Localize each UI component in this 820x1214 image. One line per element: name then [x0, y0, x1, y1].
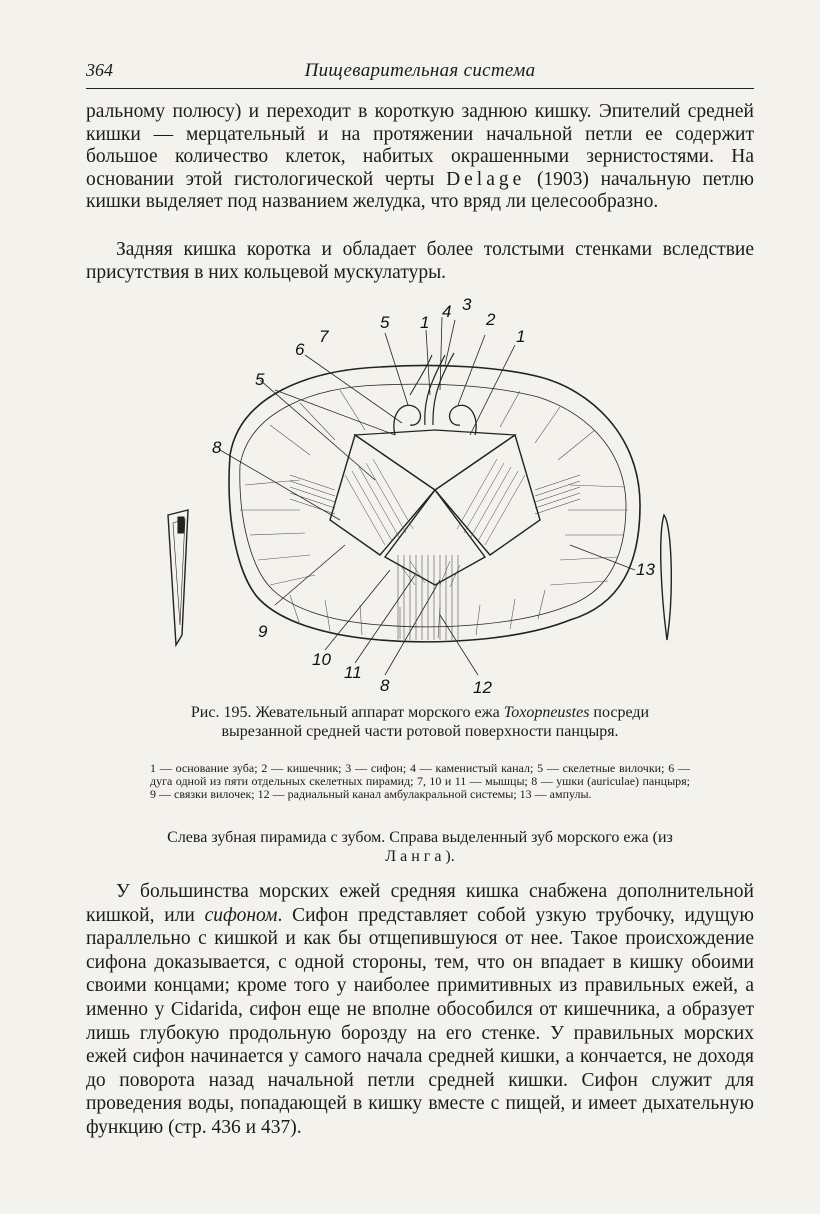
author-name: Delage	[446, 168, 526, 190]
figure-urchin-jaw-apparatus	[140, 295, 700, 700]
paragraph-3	[86, 880, 754, 1140]
label-7: 7	[319, 327, 329, 346]
paragraph-3-text-a: У большинства морских ежей средняя кишка снабжена дополнительной кишкой, или	[86, 881, 754, 926]
figure-illustration	[168, 317, 671, 675]
figure-legend: 1 — основание зуба; 2 — кишечник; 3 — сифон; 4 — каменистый канал; 5 — скелетные вилочки; 6 — дуга одной из пяти отдельных скелетных пирамид; 7, 10 и 11 — мышцы; 8 — ушки (auriculae) панцыря; 9 — связки вилочек; 12 — радиальный канал амбулакральной системы; 13 — ампулы.	[150, 761, 690, 801]
figure-labels	[212, 295, 655, 697]
label-5-left: 5	[255, 370, 265, 389]
label-5-top: 5	[380, 313, 390, 332]
figure-caption-title	[150, 703, 690, 741]
caption-species: Toxopneustes	[503, 704, 590, 721]
running-title: Пищеварительная система	[304, 60, 536, 81]
paragraph-3-text-b: . Сифон представляет собой узкую трубочку, идущую параллельно с кишкой и как бы отщепившуюся от нее. Такое происхождение сифона доказывается, с одной стороны, тем, что он впадает в кишку обоими своими концами; кроме того у наиболее примитивных из правильных ежей, а именно у Cidarida, сифон еще не вполне обособился от кишечника, а образует лишь глубокую продольную борозду на его стенке. У правильных морских ежей сифон начинается у самого начала средней кишки, а кончается, не доходя до поворота назад начальной петли средней кишки. Сифон служит для проведения воды, попадающей в кишку вместе с пищей, и имеет дыхательную функцию (стр. 436 и 437).	[86, 904, 754, 1138]
page-header	[86, 58, 754, 89]
caption-title-a: Рис. 195. Жевательный аппарат морского ежа	[190, 704, 504, 721]
figure-note	[150, 828, 690, 866]
page-number: 364	[86, 60, 113, 80]
label-11: 11	[344, 663, 362, 682]
label-12: 12	[473, 678, 492, 697]
caption-title-b: посреди вырезанной средней части ротовой поверхности панцыря.	[221, 704, 650, 740]
label-8-bottom: 8	[380, 676, 390, 695]
paragraph-1	[86, 101, 754, 214]
label-3: 3	[462, 295, 472, 314]
paragraph-2: Задняя кишка коротка и обладает более толстыми стенками вследствие присутствия в них кольцевой мускулатуры.	[86, 239, 754, 283]
label-1-top: 1	[420, 313, 430, 332]
label-1-right: 1	[516, 327, 526, 346]
label-10: 10	[312, 650, 331, 669]
label-6: 6	[295, 340, 305, 359]
caption-note-a: Слева зубная пирамида с зубом. Справа выделенный зуб морского ежа (из	[167, 829, 673, 846]
paragraph-3-term: сифоном	[204, 904, 278, 926]
caption-note-author: Ланга	[385, 848, 446, 865]
label-13: 13	[636, 560, 655, 579]
paragraph-1-text-a: ральному полюсу) и переходит в короткую заднюю кишку. Эпителий средней кишки — мерцательный и на протяжении начальной петли ее содержит большое количество клеток, набитых окрашенными зернистостями. На основании этой гистологической черты	[86, 101, 754, 190]
label-8-top: 8	[212, 438, 222, 457]
label-9: 9	[258, 622, 268, 641]
paragraph-1-text-b: (1903) начальную петлю кишки выделяет под названием желудка, что вряд ли целесообразно.	[86, 168, 754, 212]
label-2: 2	[486, 310, 496, 329]
caption-note-b: ).	[445, 848, 455, 865]
label-4: 4	[442, 302, 452, 321]
